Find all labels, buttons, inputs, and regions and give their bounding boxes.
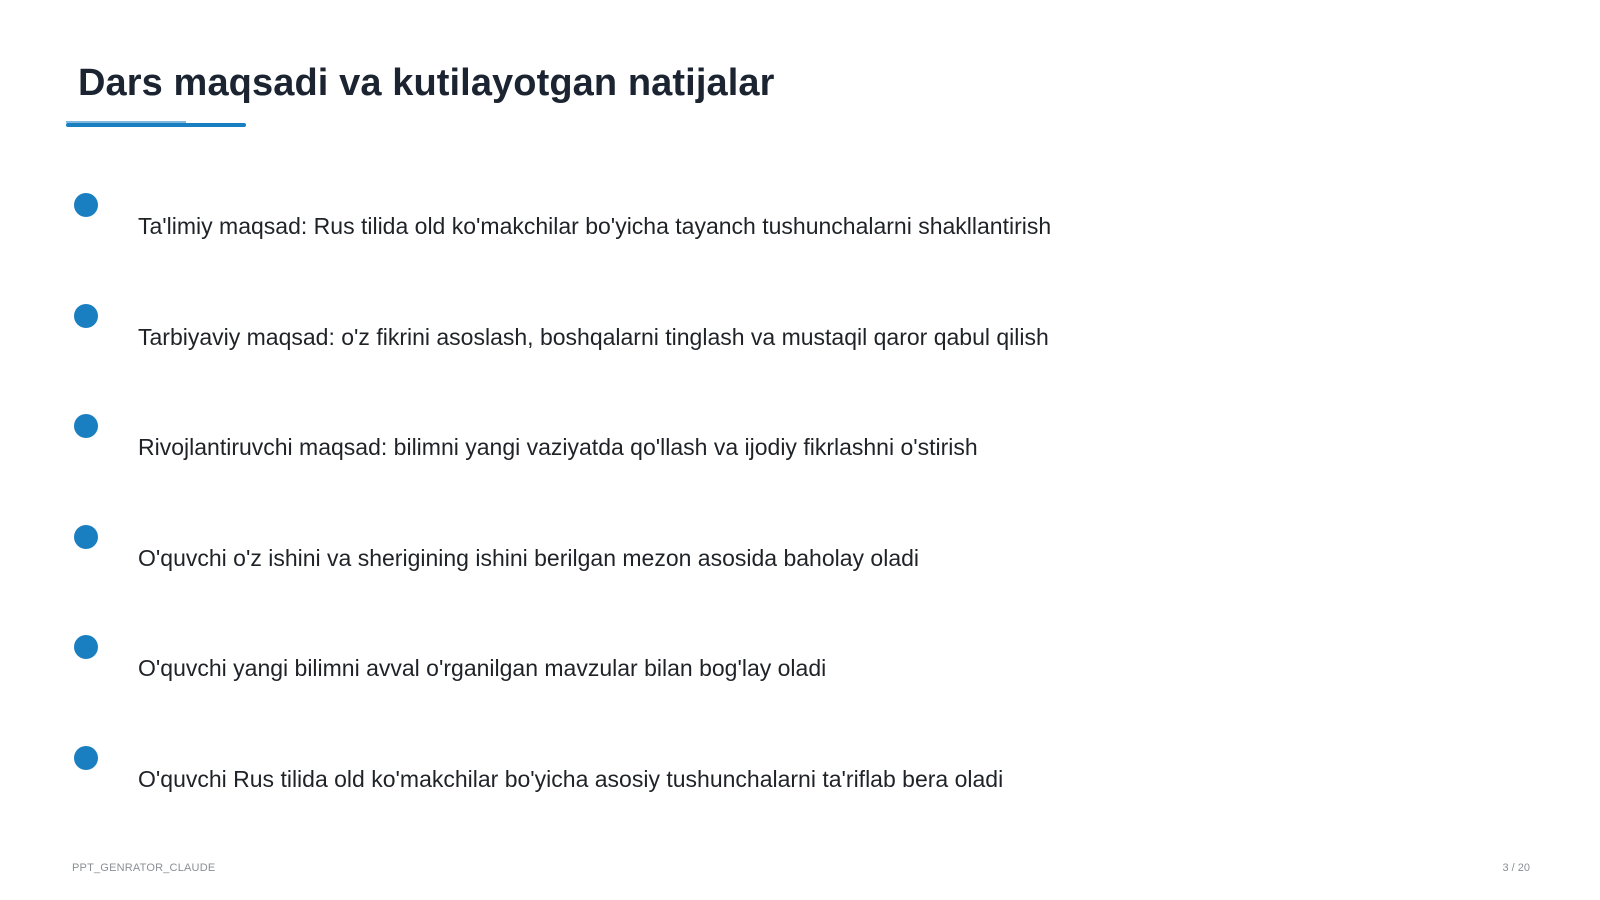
bullet-dot-icon [74, 635, 98, 659]
bullet-dot-icon [74, 746, 98, 770]
list-item [0, 635, 1600, 715]
slide-title: Dars maqsadi va kutilayotgan natijalar [78, 62, 775, 104]
bullet-dot-icon [74, 193, 98, 217]
bullet-dot-icon [74, 525, 98, 549]
list-item-text: Tarbiyaviy maqsad: o'z fikrini asoslash, boshqalarni tinglash va mustaqil qaror qabul qilish [138, 324, 1049, 350]
list-item-text: O'quvchi yangi bilimni avval o'rganilgan mavzular bilan bog'lay oladi [138, 655, 827, 681]
footer-source-label: PPT_GENRATOR_CLAUDE [72, 862, 216, 874]
list-item [0, 525, 1600, 605]
list-item-text: Ta'limiy maqsad: Rus tilida old ko'makchilar bo'yicha tayanch tushunchalarni shakllantirish [138, 213, 1052, 239]
bullet-dot-icon [74, 414, 98, 438]
bullet-dot-icon [74, 304, 98, 328]
list-item [0, 304, 1600, 384]
list-item [0, 746, 1600, 826]
page-indicator: 3 / 20 [1502, 862, 1530, 874]
list-item-text: Rivojlantiruvchi maqsad: bilimni yangi vaziyatda qo'llash va ijodiy fikrlashni o'stirish [138, 434, 978, 460]
list-item-text: O'quvchi o'z ishini va sherigining ishini berilgan mezon asosida baholay oladi [138, 545, 920, 571]
list-item [0, 414, 1600, 494]
list-item [0, 193, 1600, 273]
list-item-text: O'quvchi Rus tilida old ko'makchilar bo'yicha asosiy tushunchalarni ta'riflab bera oladi [138, 766, 1004, 792]
